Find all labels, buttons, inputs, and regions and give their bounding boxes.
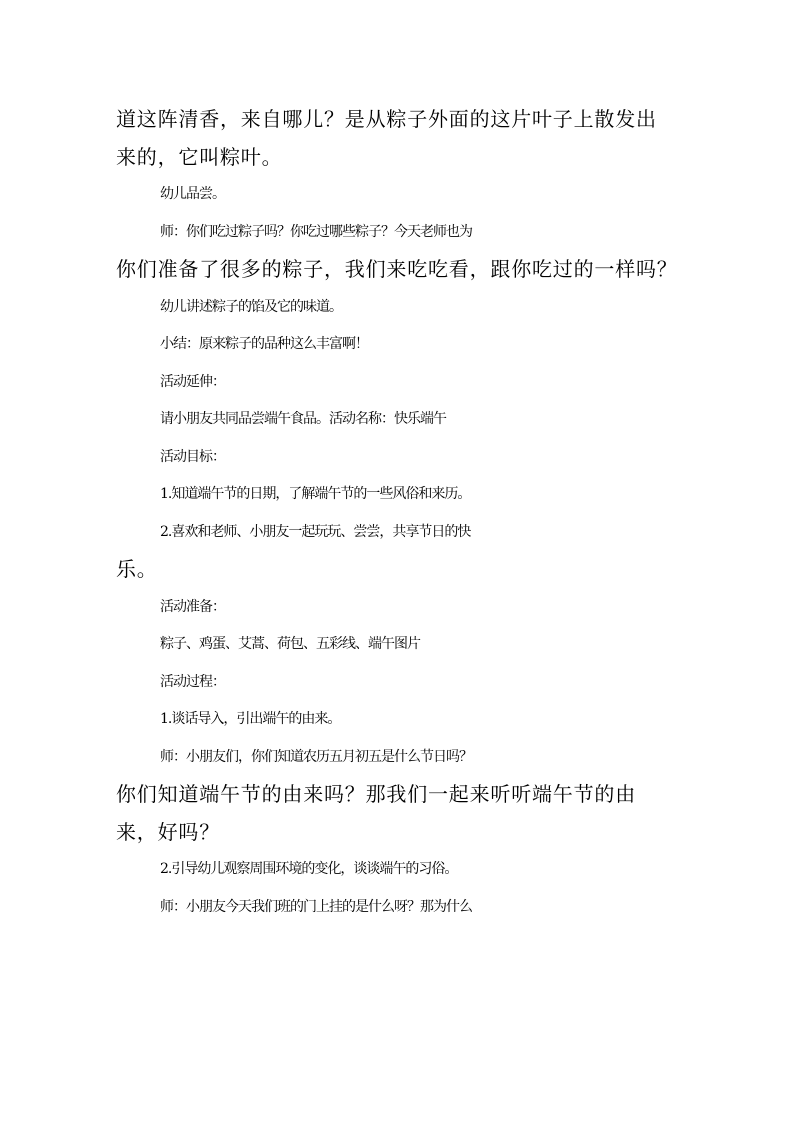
text-line: 师：小朋友今天我们班的门上挂的是什么呀？那为什么	[160, 898, 472, 915]
text-line: 道这阵清香，来自哪儿？是从粽子外面的这片叶子上散发出	[116, 107, 657, 131]
text-line: 小结：原来粽子的品种这么丰富啊！	[160, 336, 368, 352]
text-line: 2.喜欢和老师、小朋友一起玩玩、尝尝，共享节日的快	[160, 523, 471, 540]
text-line: 乐。	[116, 557, 158, 581]
text-line: 粽子、鸡蛋、艾蒿、荷包、五彩线、端午图片	[160, 636, 420, 652]
text-line: 来的，它叫粽叶。	[116, 144, 283, 169]
text-line: 活动过程：	[160, 673, 225, 690]
document-body	[116, 101, 688, 926]
text-line: 2.引导幼儿观察周围环境的变化，谈谈端午的习俗。	[160, 861, 458, 877]
text-line: 你们准备了很多的粽子，我们来吃吃看，跟你吃过的一样吗？	[116, 257, 678, 281]
text-line: 活动目标：	[160, 448, 225, 465]
text-line: 请小朋友共同品尝端午食品。活动名称：快乐端午	[160, 411, 446, 427]
text-line: 师：小朋友们，你们知道农历五月初五是什么节日吗？	[160, 748, 472, 765]
text-line: 活动延伸：	[160, 373, 225, 390]
text-line: 活动准备：	[160, 598, 225, 615]
text-line: 幼儿讲述粽子的馅及它的味道。	[160, 298, 342, 315]
text-line: 1.知道端午节的日期，了解端午节的一些风俗和来历。	[160, 486, 471, 502]
text-line: 来，好吗？	[116, 819, 220, 844]
text-line: 幼儿品尝。	[160, 186, 225, 202]
text-line: 1.谈话导入，引出端午的由来。	[160, 711, 341, 727]
text-line: 师：你们吃过粽子吗？你吃过哪些粽子？今天老师也为	[160, 223, 472, 240]
text-line: 你们知道端午节的由来吗？那我们一起来听听端午节的由	[116, 782, 636, 806]
